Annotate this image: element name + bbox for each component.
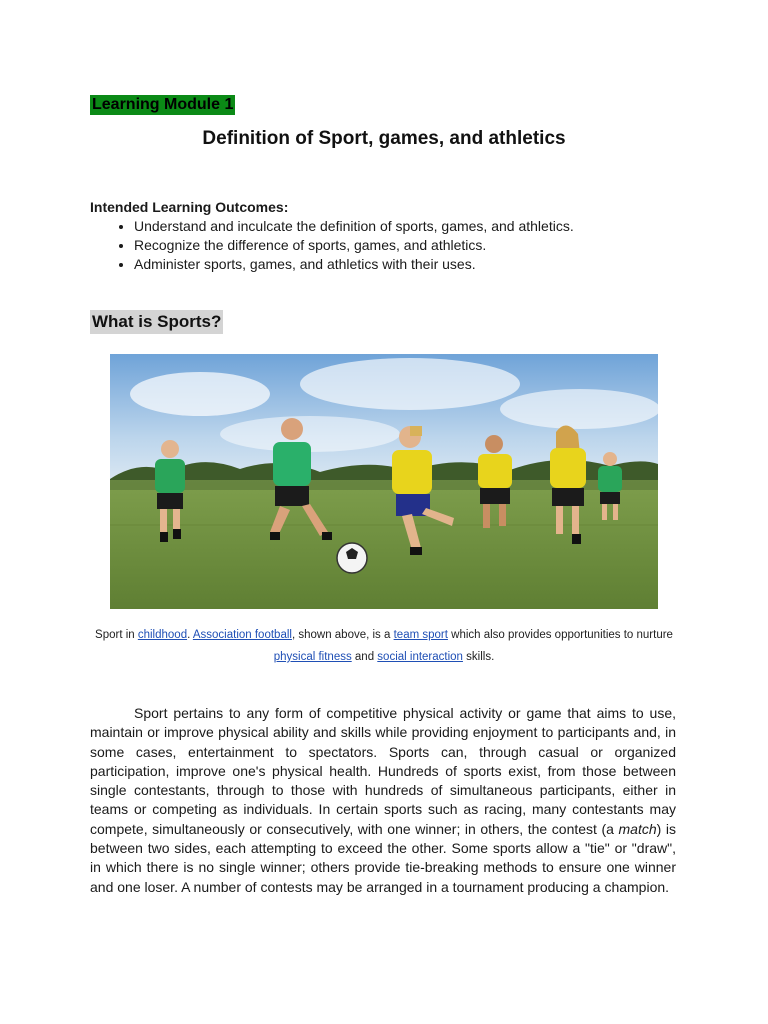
- body-text-part: ) is between two sides, each attempting to exceed the other. Some sports allow a "tie" or "draw", in which there is no single winner; others provide tie-breaking methods to ensure one winner and one loser. A number of contests may be arranged in a tournament producing a champion.: [90, 820, 676, 895]
- module-label: Learning Module 1: [92, 96, 234, 113]
- outcome-item: • Understand and inculcate the definition of sports, games, and athletics.: [134, 217, 690, 236]
- caption-text: and: [351, 651, 378, 663]
- learning-outcomes: [90, 198, 690, 274]
- caption-text: which also provides opportunities to nurture: [447, 629, 673, 641]
- photo-caption: [90, 624, 678, 668]
- document-title: Definition of Sport, games, and athletics: [202, 128, 566, 149]
- section-heading: What is Sports?: [90, 310, 223, 334]
- caption-link-social-interaction[interactable]: social interaction: [377, 651, 463, 663]
- outcome-item: • Recognize the difference of sports, games, and athletics.: [134, 236, 690, 255]
- caption-text: , shown above, is a: [291, 629, 394, 641]
- caption-text: skills.: [462, 651, 495, 663]
- caption-text: .: [187, 629, 193, 641]
- body-text-part: Sport pertains to any form of competitive physical activity or game that aims to use, maintain or improve physical ability and skills while providing enjoyment to participants and, in some cases, entertainment to spectators. Sports can, through casual or organized participation, improve one's physical health. Hundreds of sports exist, from those between single contestants, through to those with hundreds of simultaneous participants, either in teams or competing as individuals. In certain sports such as racing, many contestants may compete, simultaneously or consecutively, with one winner; in others, the contest (a: [90, 705, 676, 837]
- caption-link-team-sport[interactable]: team sport: [393, 629, 448, 641]
- caption-link-childhood[interactable]: childhood: [137, 629, 188, 641]
- soccer-photo: [110, 354, 658, 609]
- caption-link-physical-fitness[interactable]: physical fitness: [273, 651, 352, 663]
- outcome-item: • Administer sports, games, and athletics with their uses.: [134, 255, 690, 274]
- caption-link-association-football[interactable]: Association football: [192, 629, 292, 641]
- outcomes-heading: Intended Learning Outcomes:: [90, 199, 289, 215]
- caption-text: Sport in: [95, 629, 138, 641]
- body-paragraph: [90, 704, 676, 897]
- outcomes-list: [90, 217, 690, 274]
- body-emphasis: match: [618, 820, 657, 837]
